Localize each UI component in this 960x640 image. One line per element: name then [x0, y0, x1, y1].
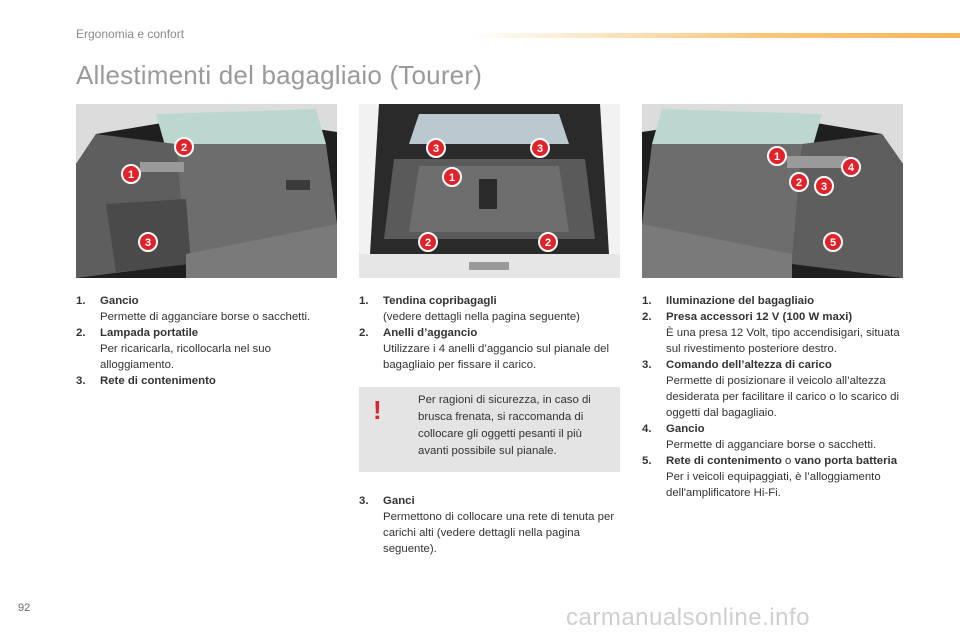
- item-number: 3.: [76, 375, 86, 387]
- page-number: 92: [18, 602, 31, 614]
- callout-marker: [122, 165, 140, 183]
- legend-item: [642, 357, 904, 421]
- item-title-alt: vano porta batteria: [794, 455, 898, 467]
- svg-text:3: 3: [432, 143, 440, 155]
- legend-item: [76, 373, 338, 389]
- callout-marker: [443, 168, 461, 186]
- item-description: Permettono di collocare una rete di tenuta per carichi alti (vedere dettagli nella pagina seguente).: [383, 511, 615, 555]
- svg-text:2: 2: [180, 142, 188, 154]
- watermark: carmanualsonline.info: [566, 604, 810, 631]
- safety-warning-box: [359, 387, 620, 472]
- warning-icon: !: [373, 395, 382, 425]
- item-number: 1.: [642, 295, 652, 307]
- trunk-photo-left: [76, 104, 337, 278]
- item-description: Permette di agganciare borse o sacchetti.: [666, 439, 877, 451]
- item-title: Anelli d’aggancio: [383, 327, 478, 339]
- callout-marker: [539, 233, 557, 251]
- callout-marker: [768, 147, 786, 165]
- item-number: 1.: [359, 295, 369, 307]
- item-title: Rete di contenimento: [100, 375, 216, 387]
- svg-text:1: 1: [448, 172, 456, 184]
- callout-marker: [842, 158, 860, 176]
- callout-marker: [790, 173, 808, 191]
- item-number: 2.: [359, 327, 369, 339]
- item-title: Tendina copribagagli: [383, 295, 497, 307]
- header-accent-bar: [470, 33, 960, 38]
- item-title: Presa accessori 12 V (100 W maxi): [666, 311, 853, 323]
- svg-text:3: 3: [144, 237, 152, 249]
- legend-item: [359, 325, 621, 373]
- item-description: Permette di agganciare borse o sacchetti.: [100, 311, 311, 323]
- legend-column-middle: [359, 293, 621, 373]
- warning-text: Per ragioni di sicurezza, in caso di brusca frenata, si raccomanda di collocare gli oggetti pesanti il più avanti possibile sul pianale.: [418, 394, 591, 457]
- svg-text:2: 2: [544, 237, 552, 249]
- item-title: Comando dell’altezza di carico: [666, 359, 832, 371]
- legend-column-left: [76, 293, 338, 389]
- legend-column-right: [642, 293, 904, 501]
- item-number: 3.: [642, 359, 652, 371]
- item-title: Gancio: [100, 295, 139, 307]
- item-conjunction: o: [785, 455, 792, 467]
- legend-column-middle-continued: [359, 493, 621, 557]
- callout-marker: [139, 233, 157, 251]
- callout-marker: [427, 139, 445, 157]
- item-number: 2.: [642, 311, 652, 323]
- item-description: È una presa 12 Volt, tipo accendisigari, situata sul rivestimento posteriore destro.: [666, 327, 900, 355]
- svg-text:1: 1: [127, 169, 135, 181]
- page-title: Allestimenti del bagagliaio (Tourer): [76, 60, 483, 90]
- item-description: Permette di posizionare il veicolo all’altezza desiderata per facilitare il carico o lo scarico di oggetti dal bagagliaio.: [666, 375, 899, 419]
- item-number: 5.: [642, 455, 652, 467]
- legend-item: [76, 325, 338, 373]
- item-description: (vedere dettagli nella pagina seguente): [383, 311, 580, 323]
- item-title: Ganci: [383, 495, 415, 507]
- svg-text:2: 2: [795, 177, 803, 189]
- item-description: Per ricaricarla, ricollocarla nel suo alloggiamento.: [100, 343, 271, 371]
- callout-marker: [175, 138, 193, 156]
- legend-item: [642, 453, 904, 501]
- callout-marker: [815, 177, 833, 195]
- item-description: Utilizzare i 4 anelli d’aggancio sul pianale del bagagliaio per fissare il carico.: [383, 343, 610, 371]
- section-label: Ergonomia e confort: [76, 27, 185, 41]
- legend-item: [642, 421, 904, 453]
- legend-item: [642, 293, 904, 309]
- svg-text:3: 3: [820, 181, 828, 193]
- svg-text:5: 5: [829, 237, 837, 249]
- item-title: Rete di contenimento: [666, 455, 782, 467]
- trunk-photo-rear: [359, 104, 620, 278]
- legend-item: [359, 293, 621, 325]
- callout-marker: [531, 139, 549, 157]
- svg-text:2: 2: [424, 237, 432, 249]
- item-number: 3.: [359, 495, 369, 507]
- trunk-photo-right: [642, 104, 903, 278]
- item-title: Gancio: [666, 423, 705, 435]
- legend-item: [76, 293, 338, 325]
- item-number: 2.: [76, 327, 86, 339]
- item-number: 1.: [76, 295, 86, 307]
- svg-text:4: 4: [847, 162, 855, 174]
- legend-item: [359, 493, 621, 557]
- callout-marker: [419, 233, 437, 251]
- item-title: Lampada portatile: [100, 327, 199, 339]
- svg-text:3: 3: [536, 143, 544, 155]
- callout-marker: [824, 233, 842, 251]
- item-description: Per i veicoli equipaggiati, è l’alloggiamento dell'amplificatore Hi-Fi.: [666, 471, 881, 499]
- item-title: Iluminazione del bagagliaio: [666, 295, 815, 307]
- svg-text:1: 1: [773, 151, 781, 163]
- legend-item: [642, 309, 904, 357]
- item-number: 4.: [642, 423, 652, 435]
